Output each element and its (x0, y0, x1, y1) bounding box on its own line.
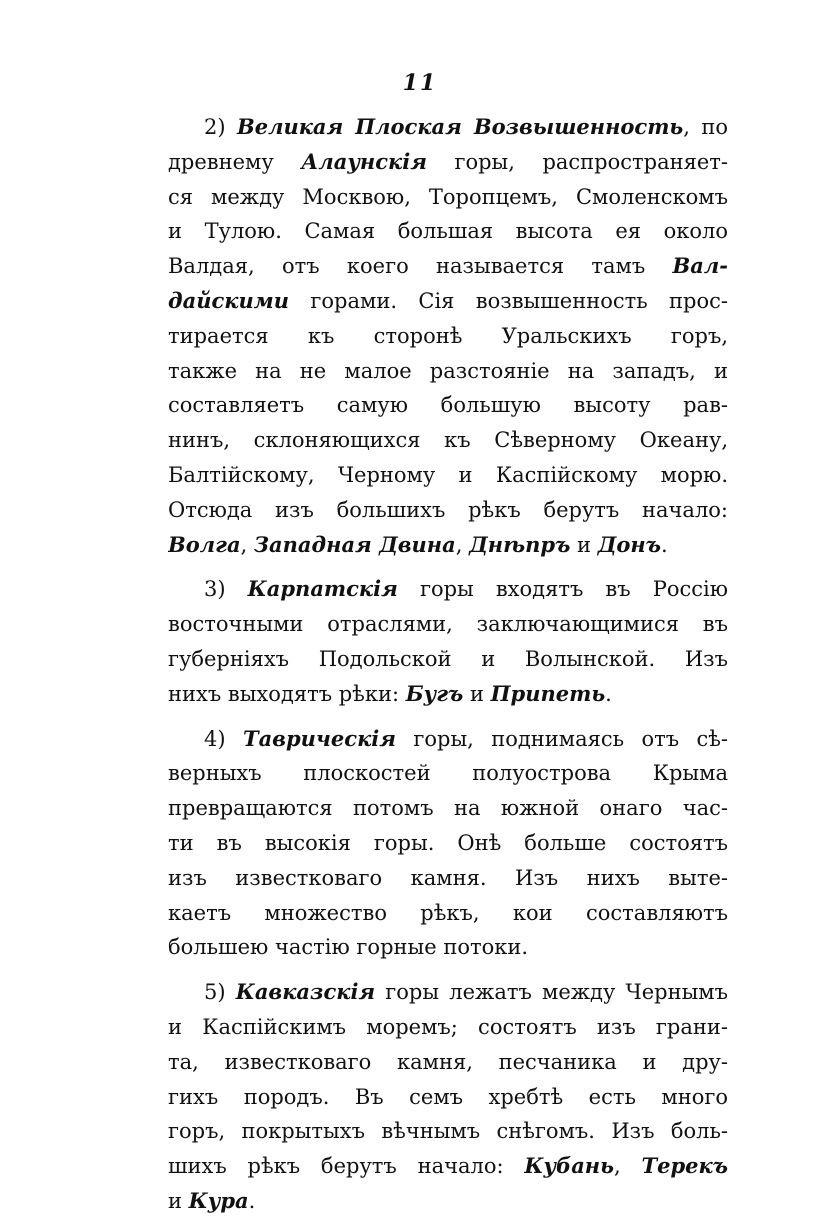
text-line (168, 975, 728, 1010)
text-run: 5) (204, 980, 236, 1005)
text-line (168, 896, 728, 931)
page-number: 11 (402, 70, 438, 96)
text-run: и (463, 681, 491, 706)
text-line (168, 423, 728, 458)
text-line (168, 1114, 728, 1149)
text-run: шихъ рѣкъ берутъ начало: (168, 1154, 525, 1179)
text-run: горы, распространяет- (426, 149, 728, 174)
text-run: . (660, 532, 668, 557)
text-run: . (605, 681, 612, 706)
text-run: ся между Москвою, Торопцемъ, Смоленскомъ (168, 184, 728, 209)
emphasized-term: Донъ (597, 531, 661, 557)
emphasized-term: Кура (188, 1187, 249, 1213)
emphasized-term: Алаунскія (301, 148, 427, 174)
text-run: и (168, 1188, 189, 1213)
text-line (168, 826, 728, 861)
text-run: древнему (168, 149, 302, 174)
paragraph-gap (168, 562, 728, 572)
text-run: , (455, 532, 470, 557)
text-line (168, 458, 728, 493)
text-run: составляетъ самую большую высоту рав- (168, 393, 728, 418)
paragraph-gap (168, 965, 728, 975)
text-line (168, 493, 728, 528)
paragraph (168, 572, 728, 711)
emphasized-term: Бугъ (405, 680, 464, 706)
text-line (168, 1010, 728, 1045)
text-run: 4) (204, 726, 243, 751)
text-line (168, 791, 728, 826)
text-line (168, 677, 728, 712)
emphasized-term: Терекъ (641, 1153, 728, 1179)
text-line (168, 1080, 728, 1115)
text-line (168, 572, 728, 607)
paragraph (168, 722, 728, 966)
paragraph-gap (168, 712, 728, 722)
emphasized-term: Таврическія (242, 725, 396, 751)
emphasized-term: Великая Плоская Возвышенность (236, 114, 684, 139)
emphasized-term: Кавказскія (235, 979, 376, 1005)
text-line (168, 1045, 728, 1080)
text-line (168, 145, 728, 180)
text-line (168, 110, 728, 145)
text-run: горы лежатъ между Чернымъ (375, 980, 728, 1005)
text-line (168, 642, 728, 677)
emphasized-term: Карпатскія (247, 576, 398, 602)
emphasized-term: Кубань (524, 1153, 614, 1179)
page-text (168, 110, 728, 1219)
text-run: большею частію горные потоки. (168, 935, 529, 960)
text-run: , по (683, 115, 728, 139)
paragraph (168, 110, 728, 562)
text-run: и Тулою. Самая большая высота ея около (168, 219, 728, 244)
text-run: горы входятъ въ Россію (397, 577, 728, 602)
text-line (168, 756, 728, 791)
text-run: ти въ высокія горы. Онѣ больше состоятъ (168, 830, 728, 855)
text-run: та, известковаго камня, песчаника и дру- (168, 1049, 728, 1074)
text-line (168, 1149, 728, 1184)
text-run: и (570, 532, 598, 557)
emphasized-term: Днѣпръ (469, 531, 571, 557)
emphasized-term: дайскими (168, 287, 289, 313)
text-run: нихъ выходятъ рѣки: (168, 681, 406, 706)
text-run: также на не малое разстояніе на западъ, и (168, 358, 728, 383)
text-run: и Каспійскимъ моремъ; состоятъ изъ грани- (168, 1014, 728, 1039)
text-run: восточными отраслями, заключающимися въ (168, 612, 728, 637)
text-run: , (240, 532, 254, 557)
text-line (168, 607, 728, 642)
text-run: горъ, покрытыхъ вѣчнымъ снѣгомъ. Изъ боль- (168, 1119, 728, 1144)
text-line (168, 388, 728, 423)
text-run: Валдая, отъ коего называется тамъ (168, 254, 673, 279)
text-line (168, 930, 728, 965)
emphasized-term: Вал- (672, 253, 728, 279)
text-line (168, 528, 728, 563)
text-run: горы, поднимаясь отъ сѣ- (395, 726, 728, 751)
text-line (168, 722, 728, 757)
text-run: губерніяхъ Подольской и Волынской. Изъ (168, 646, 728, 671)
text-run: , (613, 1154, 642, 1179)
text-run: 3) (204, 577, 248, 602)
text-line (168, 214, 728, 249)
text-run: гихъ породъ. Въ семъ хребтѣ есть много (168, 1084, 728, 1109)
text-run: . (248, 1188, 256, 1213)
text-line (168, 180, 728, 215)
text-line (168, 284, 728, 319)
text-run: 2) (204, 115, 237, 139)
text-run: нинъ, склоняющихся къ Сѣверному Океану, (168, 428, 728, 453)
emphasized-term: Припеть (490, 680, 606, 706)
text-run: тирается къ сторонѣ Уральскихъ горъ, (168, 323, 728, 348)
text-run: Отсюда изъ большихъ рѣкъ берутъ начало: (168, 497, 728, 522)
emphasized-term: Волга (168, 531, 241, 557)
text-run: горами. Сія возвышенность прос- (288, 288, 728, 313)
text-run: превращаются потомъ на южной онаго час- (168, 796, 728, 821)
text-line (168, 861, 728, 896)
text-run: каетъ множество рѣкъ, кои составляютъ (168, 900, 728, 925)
text-run: верныхъ плоскостей полуострова Крыма (168, 761, 728, 786)
text-run: изъ известковаго камня. Изъ нихъ выте- (168, 865, 728, 890)
text-line (168, 319, 728, 354)
text-line (168, 249, 728, 284)
text-line (168, 1184, 728, 1219)
paragraph (168, 975, 728, 1219)
text-run: Балтійскому, Черному и Каспійскому морю. (168, 462, 728, 487)
emphasized-term: Западная Двина (253, 531, 456, 557)
text-line (168, 354, 728, 389)
